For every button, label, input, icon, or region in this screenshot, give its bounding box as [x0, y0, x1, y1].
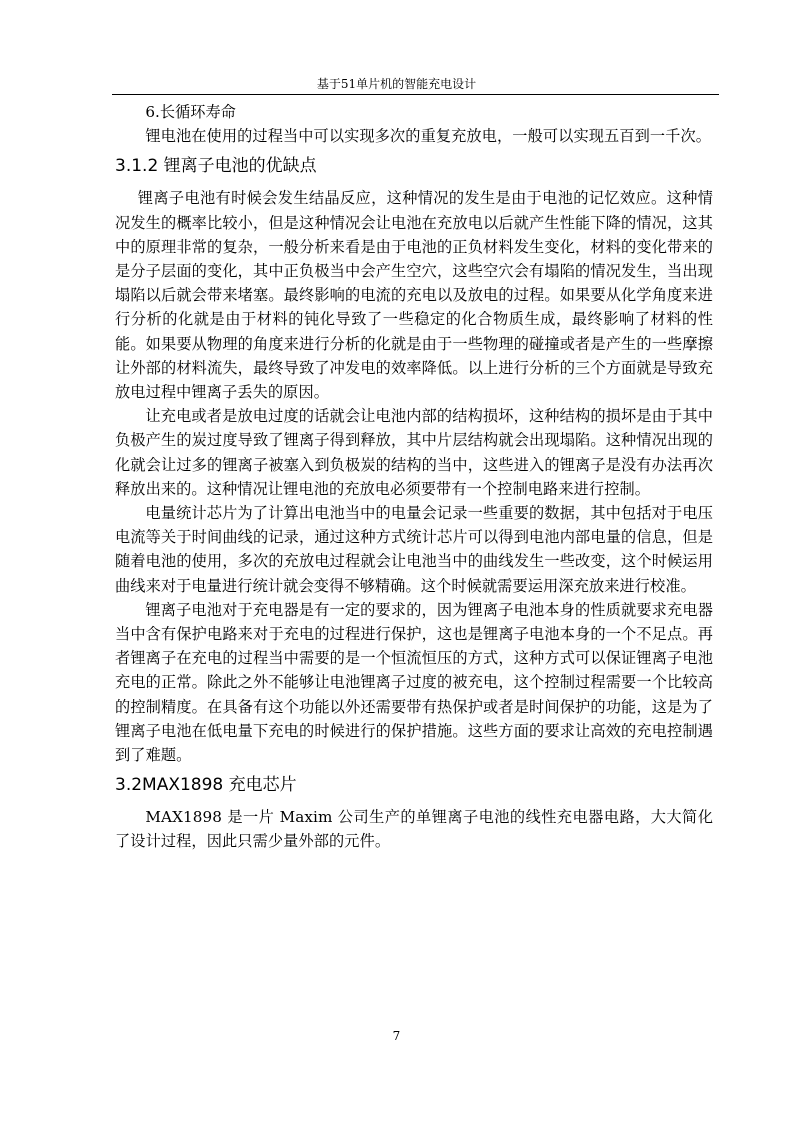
header-rule — [112, 94, 719, 95]
page-body — [115, 98, 713, 854]
paragraph-memory-effect: 锂离子电池有时候会发生结晶反应，这种情况的发生是由于电池的记忆效应。这种情况发生的概率比较小，但是这种情况会让电池在充放电以后就产生性能下降的情况，这其中的原理非常的复杂，一般分析来看是由于电池的正负材料发生变化，材料的变化带来的是分子层面的变化，其中正负极当中会产生空穴，这些空穴会有塌陷的情况发生，当出现塌陷以后就会带来堵塞。最终影响的电流的充电以及放电的过程。如果要从化学角度来进行分析的化就是由于材料的钝化导致了一些稳定的化合物质生成，最终影响了材料的性能。如果要从物理的角度来进行分析的化就是由于一些物理的碰撞或者是产生的一些摩擦让外部的材料流失，最终导致了冲发电的效率降低。以上进行分析的三个方面就是导致充放电过程中锂离子丢失的原因。 — [115, 189, 713, 402]
running-header: 基于51单片机的智能充电设计 — [316, 77, 477, 91]
paragraph-fuel-gauge: 电量统计芯片为了计算出电池当中的电量会记录一些重要的数据，其中包括对于电压电流等关于时间曲线的记录，通过这种方式统计芯片可以得到电池内部电量的信息，但是随着电池的使用，多次的充放电过程就会让电池当中的曲线发生一些改变，这个时候运用曲线来对于电量进行统计就会变得不够精确。这个时候就需要运用深充放来进行校准。 — [115, 504, 713, 595]
section-heading-3-1-2: 3.1.2 锂离子电池的优缺点 — [115, 156, 317, 177]
paragraph-overcharge: 让充电或者是放电过度的话就会让电池内部的结构损坏，这种结构的损坏是由于其中负极产生的炭过度导致了锂离子得到释放，其中片层结构就会出现塌陷。这种情况出现的化就会让过多的锂离子被塞入到负极炭的结构的当中，这些进入的锂离子是没有办法再次释放出来的。这种情况让锂电池的充放电必须要带有一个控制电路来进行控制。 — [115, 407, 713, 498]
subheading-long-cycle-life: 6.长循环寿命 — [145, 103, 236, 121]
paragraph-charger-requirements: 锂离子电池对于充电器是有一定的要求的，因为锂离子电池本身的性质就要求充电器当中含有保护电路来对于充电的过程进行保护，这也是锂离子电池本身的一个不足点。再者锂离子在充电的过程当中需要的是一个恒流恒压的方式，这种方式可以保证锂离子电池充电的正常。除此之外不能够让电池锂离子过度的被充电，这个控制过程需要一个比较高的控制精度。在具备有这个功能以外还需要带有热保护或者是时间保护的功能，这是为了锂离子电池在低电量下充电的时候进行的保护措施。这些方面的要求让高效的充电控制遇到了难题。 — [115, 600, 713, 765]
paragraph-max1898: MAX1898 是一片 Maxim 公司生产的单锂离子电池的线性充电器电路，大大简化了设计过程，因此只需少量外部的元件。 — [115, 808, 713, 851]
paragraph-cycle-life: 锂电池在使用的过程当中可以实现多次的重复充放电，一般可以实现五百到一千次。 — [145, 127, 712, 146]
section-heading-3-2: 3.2MAX1898 充电芯片 — [115, 775, 297, 796]
page-number: 7 — [392, 1029, 401, 1043]
